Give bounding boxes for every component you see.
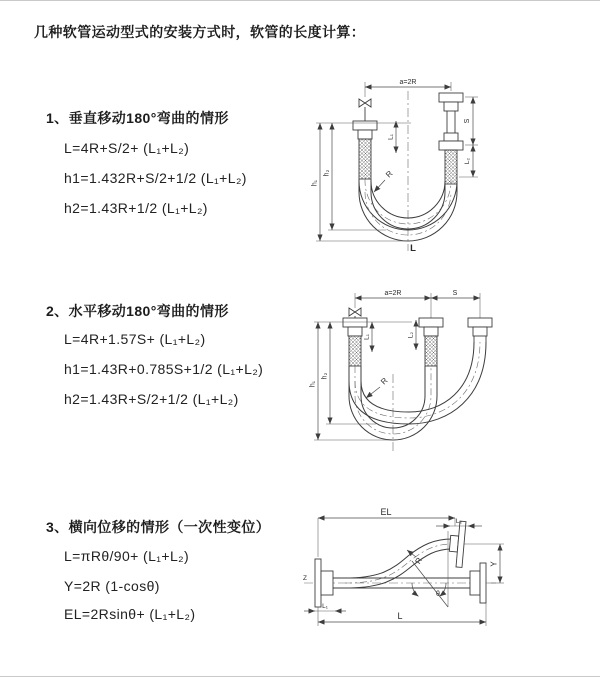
dimension-l1	[304, 603, 346, 611]
dim-label-a2r: a=2R	[384, 290, 402, 297]
diagram-lateral-displacement	[300, 504, 595, 642]
dimension-l	[318, 603, 486, 626]
diagram-horizontal-180-bend	[304, 286, 544, 458]
left-flange	[343, 318, 367, 336]
dim-label-r: R	[379, 376, 390, 387]
middle-flange	[419, 318, 443, 336]
formula-line: h2=1.43R+1/2 (L₁+L₂)	[64, 200, 208, 216]
diagram-vertical-180-bend	[306, 73, 541, 255]
dim-label-l2: L₂	[407, 331, 415, 339]
dim-label-l1: L₁	[363, 334, 371, 340]
dim-label-theta: θ	[436, 591, 440, 598]
valve-icon	[349, 308, 361, 318]
dim-label-h1: h₁	[311, 179, 319, 187]
section-3-heading: 3、横向位移的情形（一次性变位）	[46, 519, 271, 535]
right-upper-flange	[448, 520, 466, 567]
dimension-s	[464, 97, 478, 145]
dim-label-h1: h₁	[309, 380, 317, 388]
formula-line: h2=1.43R+S/2+1/2 (L₁+L₂)	[64, 391, 239, 407]
braid-section-middle	[425, 336, 437, 366]
dim-label-l2: L₂	[464, 157, 471, 165]
radius-callout	[366, 376, 390, 398]
dim-label-l1: L₁	[322, 603, 328, 610]
right-flange	[468, 318, 492, 342]
left-flange	[315, 559, 333, 607]
hose-far-position	[349, 342, 486, 424]
dim-label-l: L	[397, 611, 403, 621]
formula-line: EL=2Rsinθ+ (L₁+L₂)	[64, 606, 196, 622]
left-flange	[353, 121, 377, 139]
formula-line: L=4R+S/2+ (L₁+L₂)	[64, 140, 190, 156]
formula-line: h1=1.43R+0.785S+1/2 (L₁+L₂)	[64, 361, 264, 377]
dim-label-z: Z	[303, 575, 307, 582]
formula-line: L=4R+1.57S+ (L₁+L₂)	[64, 331, 206, 347]
dimension-el	[318, 507, 455, 557]
dim-label-r: R	[413, 555, 425, 566]
dim-label-y: Y	[489, 561, 499, 567]
dimension-l2	[436, 518, 482, 526]
section-2-heading: 2、水平移动180°弯曲的情形	[46, 303, 229, 319]
dimension-l1	[388, 121, 397, 153]
section-1-heading: 1、垂直移动180°弯曲的情形	[46, 110, 229, 126]
right-pipe-flanges	[439, 93, 463, 150]
dim-label-el: EL	[380, 507, 392, 517]
braid-section-left	[359, 139, 371, 179]
radius-callout	[407, 550, 424, 566]
braid-section-left	[349, 336, 361, 366]
page-title: 几种软管运动型式的安装方式时，软管的长度计算：	[34, 24, 366, 40]
dimension-s	[431, 290, 480, 298]
dim-label-s: S	[464, 118, 471, 124]
formula-line: h1=1.432R+S/2+1/2 (L₁+L₂)	[64, 170, 247, 186]
valve-icon	[359, 99, 371, 121]
dim-label-a2r: a=2R	[399, 79, 417, 86]
radius-callout	[374, 169, 395, 192]
dim-label-s: S	[452, 290, 458, 297]
dim-label-l2: L₂	[455, 518, 463, 525]
dim-label-r: R	[384, 169, 395, 180]
curved-hose-displaced-position	[345, 539, 452, 588]
formula-line: L=πRθ/90+ (L₁+L₂)	[64, 548, 190, 564]
braid-section-right	[445, 150, 457, 184]
dim-label-l: L	[410, 243, 416, 254]
dimension-a-2r	[355, 290, 480, 318]
formula-line: Y=2R (1-cosθ)	[64, 578, 160, 594]
dim-label-h2: h₂	[323, 169, 331, 177]
dim-label-h2: h₂	[321, 372, 329, 380]
dim-label-l1: L₁	[387, 134, 395, 140]
dimension-l2	[408, 320, 417, 350]
dimension-h2	[324, 123, 387, 230]
right-lower-flange	[470, 563, 486, 603]
